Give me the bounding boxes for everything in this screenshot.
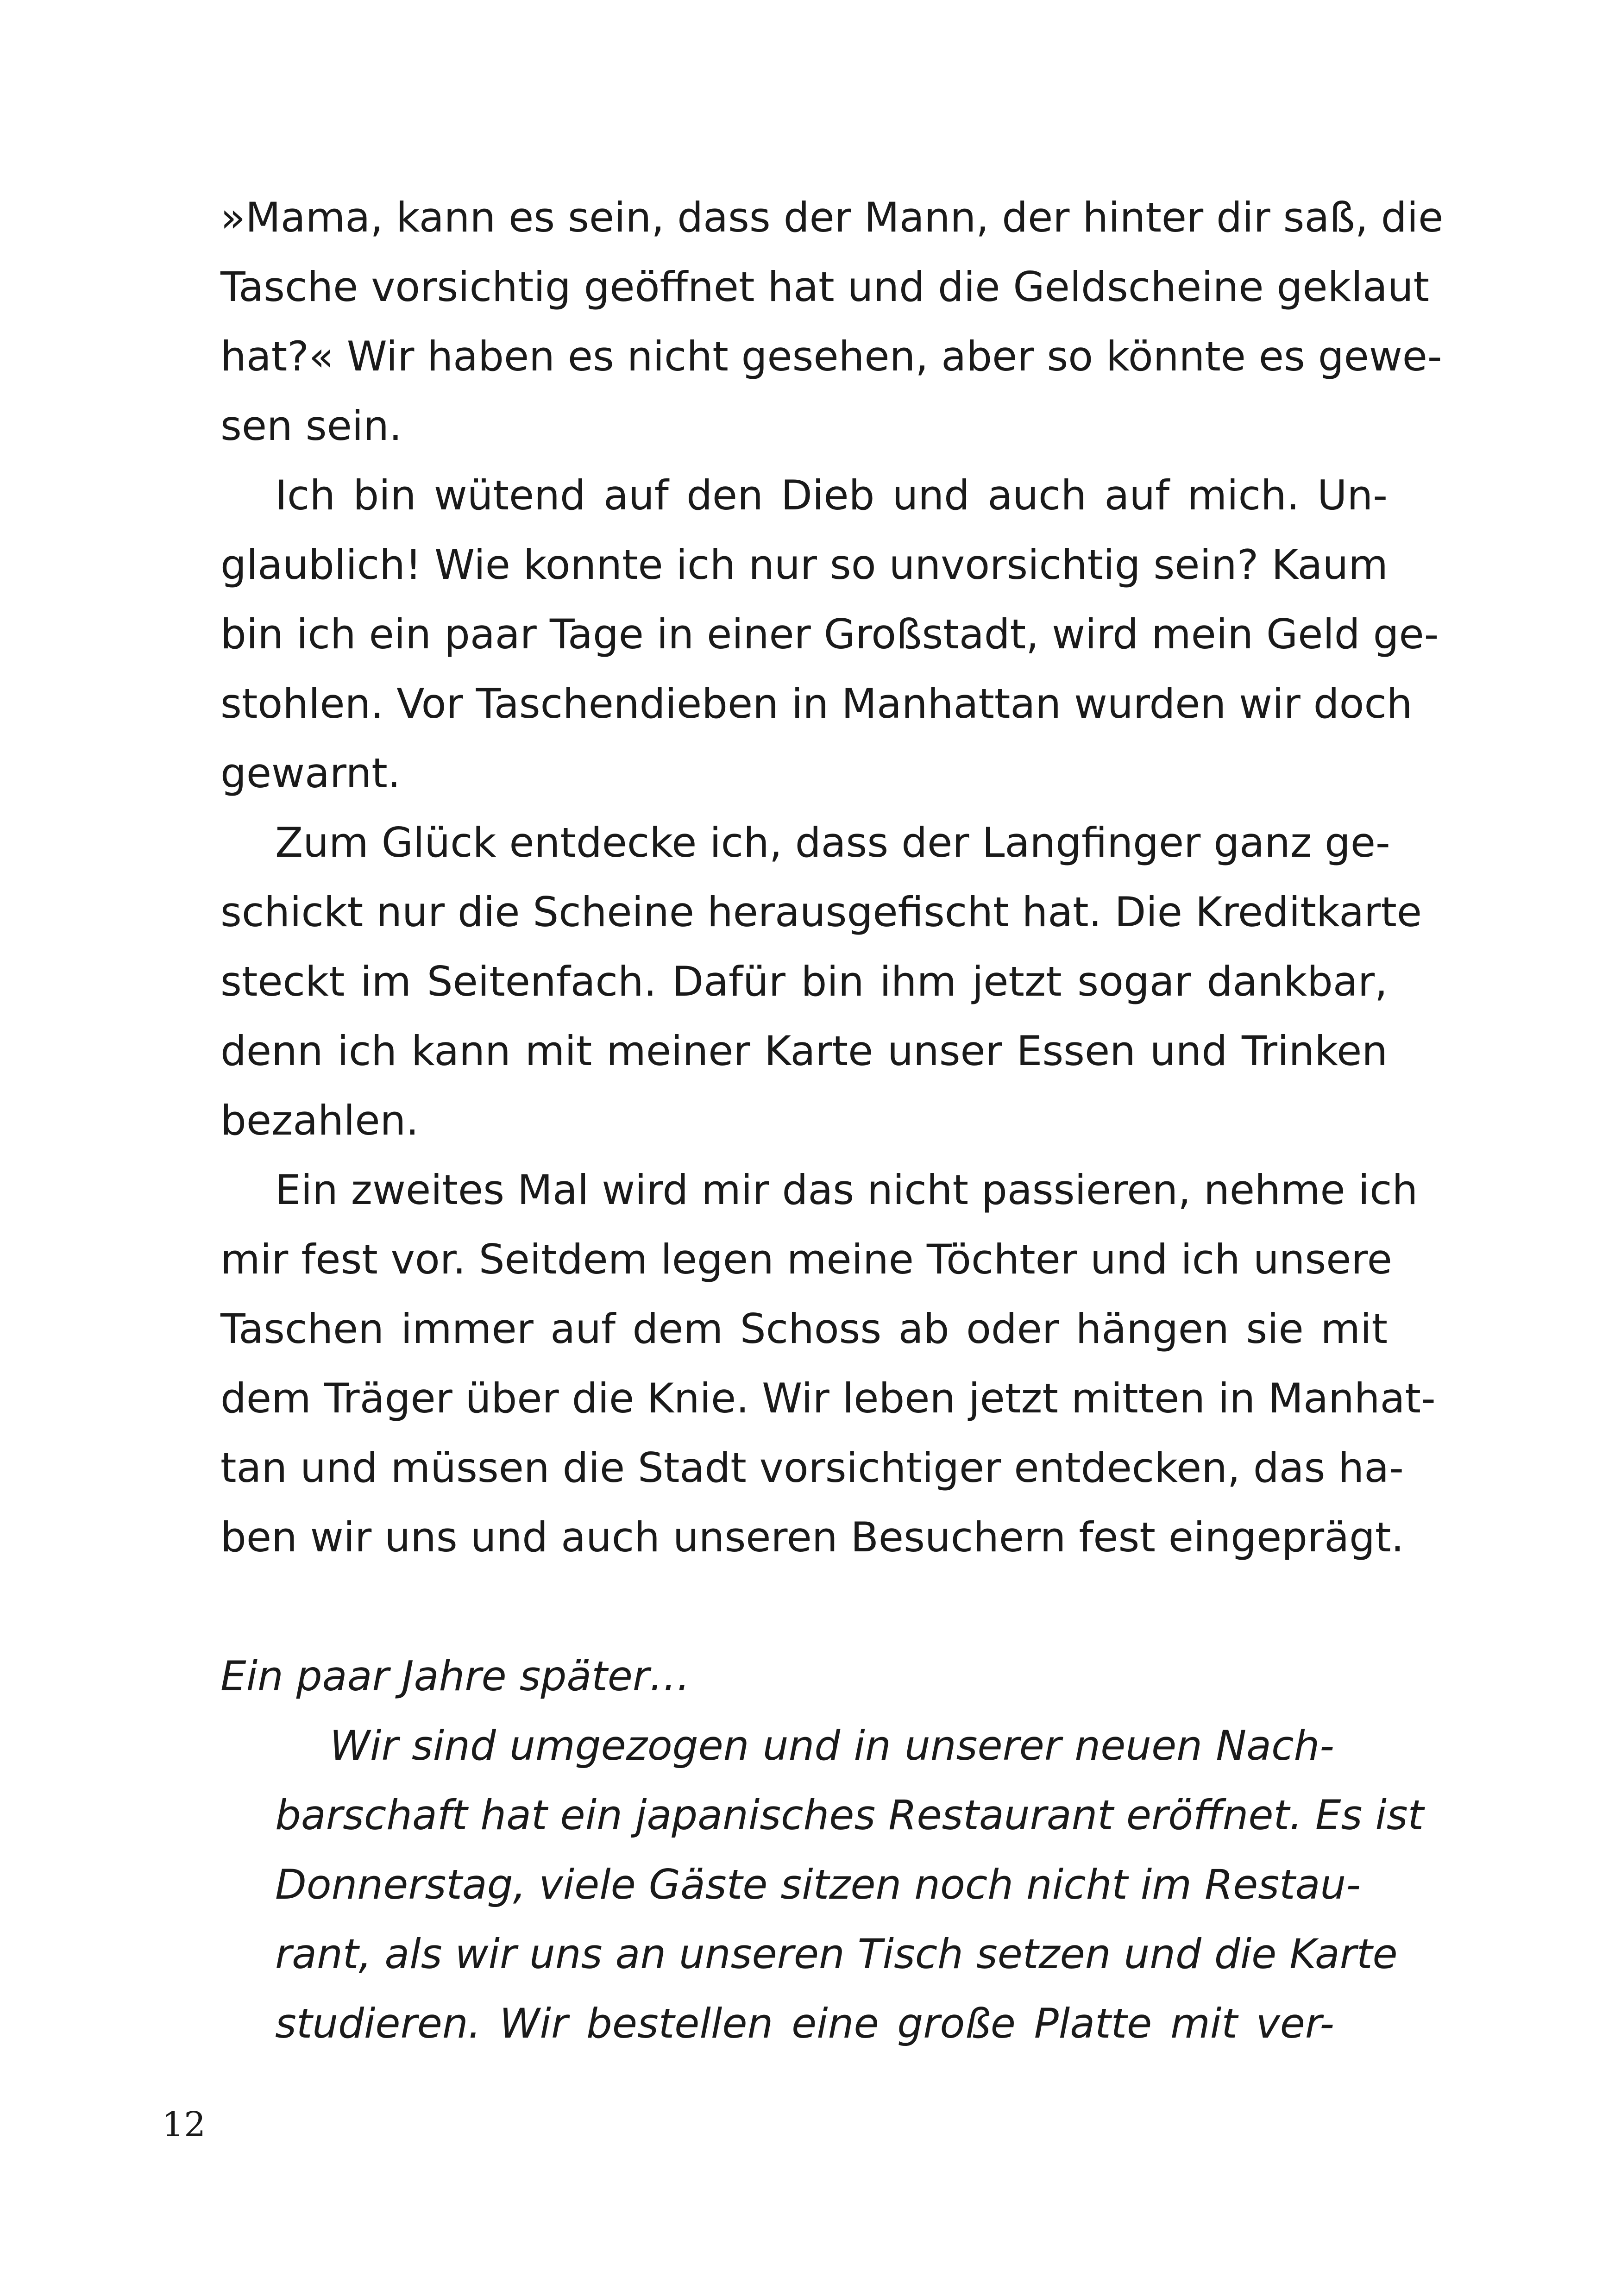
section-heading: Ein paar Jahre später… (220, 1652, 691, 1700)
text-line: steckt im Seitenfach. Dafür bin ihm jetzt sogar dankbar, (220, 958, 1388, 1005)
text-line: dem Träger über die Knie. Wir leben jetzt mitten in Manhat- (220, 1374, 1436, 1422)
text-line: gewarnt. (220, 749, 401, 797)
text-line: glaublich! Wie konnte ich nur so unvorsichtig sein? Kaum (220, 541, 1388, 589)
text-line: bin ich ein paar Tage in einer Großstadt, wird mein Geld ge- (220, 610, 1439, 658)
text-line: tan und müssen die Stadt vorsichtiger entdecken, das ha- (220, 1444, 1404, 1492)
quote-line: studieren. Wir bestellen eine große Platte mit ver- (275, 2000, 1334, 2047)
quote-line: rant, als wir uns an unseren Tisch setzen und die Karte (275, 1930, 1398, 1978)
quote-line: barschaft hat ein japanisches Restaurant eröffnet. Es ist (275, 1791, 1424, 1839)
text-line: Zum Glück entdecke ich, dass der Langfinger ganz ge- (275, 819, 1390, 866)
quote-line: Wir sind umgezogen und in unserer neuen Nach- (330, 1722, 1334, 1769)
text-line: bezahlen. (220, 1097, 419, 1144)
text-line: Tasche vorsichtig geöffnet hat und die Geldscheine geklaut (220, 263, 1430, 311)
text-line: mir fest vor. Seitdem legen meine Töchter und ich unsere (220, 1236, 1392, 1283)
text-line: ben wir uns und auch unseren Besuchern fest eingeprägt. (220, 1513, 1404, 1561)
text-line: »Mama, kann es sein, dass der Mann, der hinter dir saß, die (220, 194, 1444, 241)
text-line: hat?« Wir haben es nicht gesehen, aber so könnte es gewe- (220, 332, 1442, 380)
text-line: sen sein. (220, 402, 402, 450)
text-line: denn ich kann mit meiner Karte unser Essen und Trinken (220, 1027, 1388, 1075)
text-line: Taschen immer auf dem Schoss ab oder hängen sie mit (220, 1305, 1388, 1353)
quote-line: Donnerstag, viele Gäste sitzen noch nicht im Restau- (275, 1861, 1361, 1908)
text-line: Ein zweites Mal wird mir das nicht passieren, nehme ich (275, 1166, 1418, 1214)
text-line: Ich bin wütend auf den Dieb und auch auf mich. Un- (275, 471, 1388, 519)
text-line: schickt nur die Scheine herausgefischt hat. Die Kreditkarte (220, 888, 1422, 936)
page-number: 12 (162, 2105, 206, 2145)
text-line: stohlen. Vor Taschendieben in Manhattan wurden wir doch (220, 680, 1413, 728)
